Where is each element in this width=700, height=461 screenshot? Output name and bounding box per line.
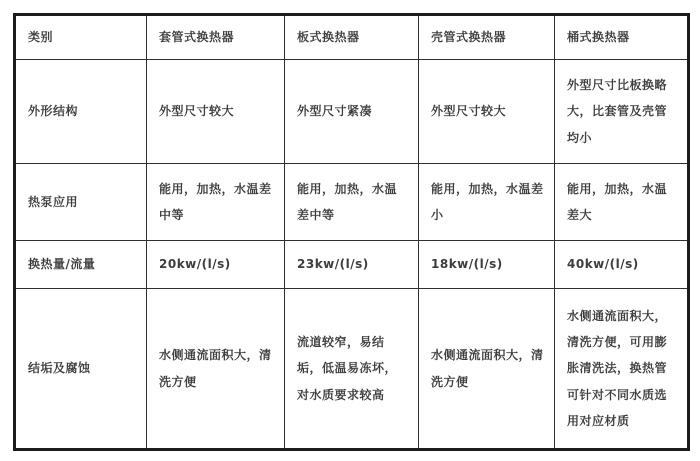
table-cell: 能用，加热，水温差中等 bbox=[147, 164, 285, 241]
table-cell: 水侧通流面积大，清洗方便，可用膨胀清洗法，换热管可针对不同水质选用对应材质 bbox=[555, 289, 689, 450]
table-cell: 能用，加热，水温差小 bbox=[419, 164, 555, 241]
table-cell: 流道较窄，易结垢，低温易冻坏，对水质要求较高 bbox=[285, 289, 419, 450]
heat-exchanger-comparison-table bbox=[13, 13, 690, 451]
header-cell-tank: 桶式换热器 bbox=[555, 15, 689, 60]
table-row-heat-flow bbox=[15, 241, 689, 289]
table-cell: 水侧通流面积大，清洗方便 bbox=[419, 289, 555, 450]
row-label: 外形结构 bbox=[15, 60, 147, 164]
table-cell: 23kw/(l/s) bbox=[285, 241, 419, 289]
table-cell: 水侧通流面积大，清洗方便 bbox=[147, 289, 285, 450]
table-cell: 20kw/(l/s) bbox=[147, 241, 285, 289]
row-label: 结垢及腐蚀 bbox=[15, 289, 147, 450]
table-cell: 外型尺寸较大 bbox=[147, 60, 285, 164]
table-cell: 18kw/(l/s) bbox=[419, 241, 555, 289]
table-row-scaling-corrosion bbox=[15, 289, 689, 450]
table-cell: 40kw/(l/s) bbox=[555, 241, 689, 289]
row-label: 换热量/流量 bbox=[15, 241, 147, 289]
table-row-heat-pump-application bbox=[15, 164, 689, 241]
table-cell: 外型尺寸比板换略大，比套管及壳管均小 bbox=[555, 60, 689, 164]
table-cell: 外型尺寸较大 bbox=[419, 60, 555, 164]
header-cell-shell-tube: 壳管式换热器 bbox=[419, 15, 555, 60]
row-label: 热泵应用 bbox=[15, 164, 147, 241]
table-header-row bbox=[15, 15, 689, 60]
table-row-shape bbox=[15, 60, 689, 164]
header-cell-double-pipe: 套管式换热器 bbox=[147, 15, 285, 60]
table-cell: 能用，加热，水温差中等 bbox=[285, 164, 419, 241]
header-cell-category: 类别 bbox=[15, 15, 147, 60]
header-cell-plate: 板式换热器 bbox=[285, 15, 419, 60]
table-cell: 能用，加热，水温差大 bbox=[555, 164, 689, 241]
table-cell: 外型尺寸紧凑 bbox=[285, 60, 419, 164]
